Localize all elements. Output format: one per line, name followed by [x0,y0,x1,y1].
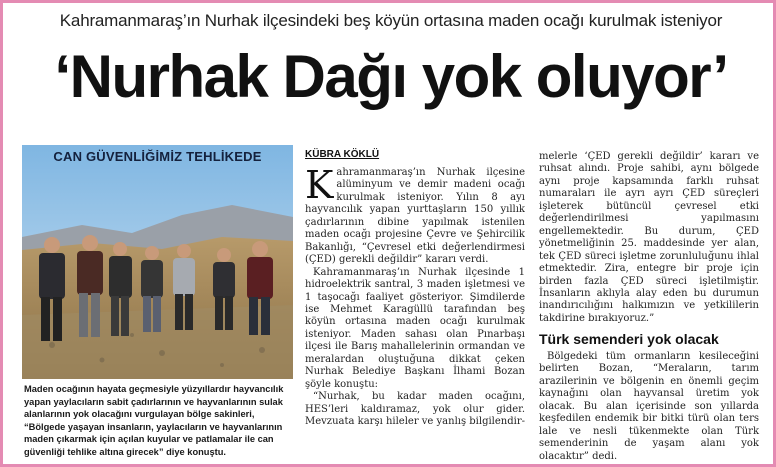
article-column-1 [305,163,525,429]
paragraph-text: ahramanmaraş’ın Nurhak ilçesine alüminyum ve demir madeni ocağı kurulmak isteniyor. Yılın 8 ayı hayvancılık yapan yurttaşların 150 yıllık çadırlarının dibine yapılmak istenilen maden ocağı projesine Çevre ve Şehircilik Bakanlığı, “Çevresel etki değerlendirmesi (ÇED) gerekli değildir” kararı verdi. [305,167,525,266]
article-column-3 [539,351,759,463]
article-photo [22,145,293,379]
author-byline: KÜBRA KÖKLÜ [305,149,380,160]
article-kicker: Kahramanmaraş’ın Nurhak ilçesindeki beş köyün ortasına maden ocağı kurulmak isteniyor [59,11,723,30]
article-column-2 [539,151,759,325]
paragraph: Bölgedeki tüm ormanların kesileceğini belirten Bozan, “Meraların, tarım arazilerinin ve bölgenin en önemli geçim kaynağını olan hayvansal üretim yok olacak. Bu alan içerisinde son yıllarda keşfedilen endemik bir bitki türü olan ters lale ve nesli tükenmekte olan Türk semenderinin de yaşam alanı yok olacaktır” dedi. [539,351,759,462]
drop-cap: K [305,163,334,207]
paragraph [305,163,525,267]
paragraph: Kahramanmaraş’ın Nurhak ilçesinde 1 hidroelektrik santral, 3 maden işletmesi ve 1 taşocağı faaliyet gösteriyor. Şimdilerde ise Mehmet Karagüllü tarafından beş köyün ortasına maden ocağı kurulmak isteniyor. Maden sahası olan Pınarbaşı ilçesi ile Barış mahallelerinin ormandan ve meralardan oluştuğuna dikkat çeken Nurhak Belediye Başkanı İlhami Bozan şöyle konuştu: [305,266,525,390]
caption-text: Maden ocağının hayata geçmesiyle yüzyıllardır hayvancılık yapan yaylacıların sabit çadırlarının ve hayvanlarının sulak alanlarının yok olacağını vurgulayan bölge sakinleri, “Bölgede yaşayan insanların, yaylacıların ve hayvanlarının maden çıkarmak için açılan kuyular ve patlamalar ile can güvenliği tehlike altına girecek” diye konuştu. [24,384,284,457]
photo-caption [24,383,292,459]
article-subheading: Türk semenderi yok olacak [539,331,719,347]
paragraph: “Nurhak, bu kadar maden ocağını, HES’leri kaldıramaz, yok olur gider. Mevzuata karşı hileler ve yanlış bilgilendir- [305,391,525,428]
article-headline: ‘Nurhak Dağı yok oluyor’ [54,43,728,110]
paragraph: melerle ‘ÇED gerekli değildir’ kararı ve ruhsat alındı. Proje sahibi, aynı bölgede aynı proje kapsamında farklı ruhsat numaraları ile ayrı ayrı ÇED süreçleri işleterek bütüncül çevresel etki değerlendirilmesi yapılmasını engellemektedir. Bu durum, ÇED yönetmeliğinin 25. maddesinde yer alan, tek ÇED süreci işletme zorunluluğunu ihlal etmektedir. Zira, entegre bir proje için birden fazla ÇED süreci işletilmiştir. İnsanların aklıyla alay eden bu durumun inandırıcılığını halkımızın ve yetkililerin takdirine bırakıyoruz.” [539,151,759,324]
photo-label: CAN GÜVENLİĞİMİZ TEHLİKEDE [53,149,262,164]
photo-illustration [22,145,293,379]
